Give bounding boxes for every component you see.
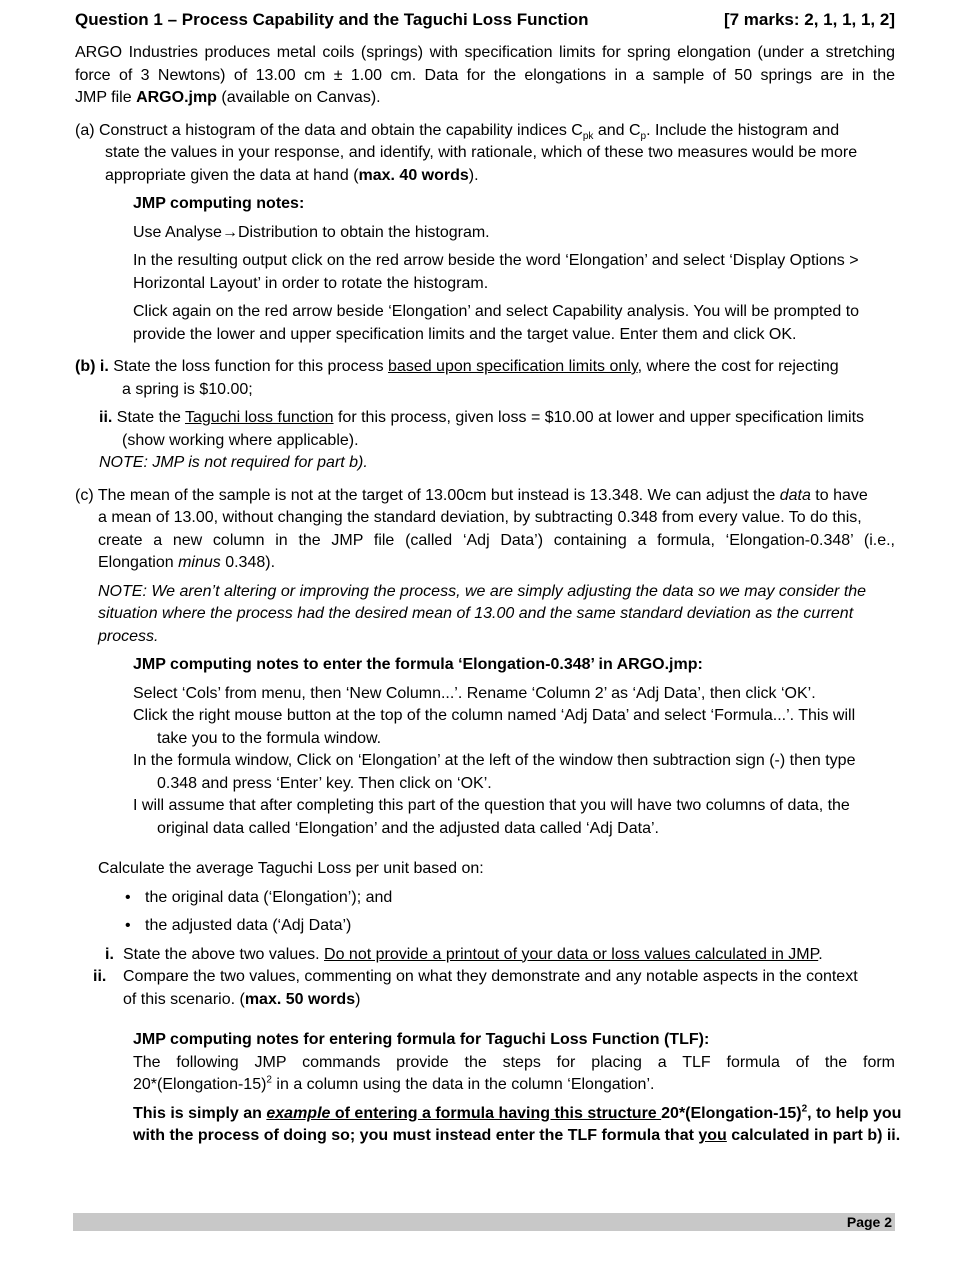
jmp-notes-heading: JMP computing notes: xyxy=(133,195,305,212)
question-header xyxy=(75,8,895,32)
part-a: (a) Construct a histogram of the data and obtain the capability indices $C_{pk}$ and $C_p$. Include the histogram and state the values in your response, and identify, with rationale, which of these two measures would be more appropriate given the data at hand (max. 40 words). JMP computing notes: Use Analyse→Distribution to obtain the histogram. In the resulting output click on the red arrow beside the word ‘Elongation’ and select ‘Display Options > Horizontal Layout’ in order to rotate the histogram. Click again on the red arrow beside ‘Elongation’ and select Capability analysis. You will be prompted to provide the lower and upper specification limits and the target value. Enter them and click OK. xyxy=(75,120,895,347)
question-title: Question 1 – Process Capability and the Taguchi Loss Function xyxy=(75,10,589,29)
question-marks: [7 marks: 2, 1, 1, 1, 2] xyxy=(723,10,895,29)
page-number: Page 2 xyxy=(846,1214,892,1230)
part-b-note: NOTE: JMP is not required for part b). xyxy=(99,454,368,471)
tlf-notes-heading: JMP computing notes for entering formula for Taguchi Loss Function (TLF): xyxy=(133,1031,710,1048)
footer-bar xyxy=(73,1213,895,1231)
document-page xyxy=(75,8,902,1148)
jmp-formula-notes-heading: JMP computing notes to enter the formula ‘Elongation-0.348’ in ARGO.jmp: xyxy=(133,656,703,673)
part-c: (c) The mean of the sample is not at the target of 13.00cm but instead is 13.348. We can adjust the data to have a mean of 13.00, without changing the standard deviation, by subtracting 0.348 from every value. To do this, create a new column in the JMP file (called ‘Adj Data’) containing a formula, ‘Elongation-0.348’ (i.e., Elongation minus 0.348). NOTE: We aren’t altering or improving the process, we are simply adjusting the data so we may consider the situation where the process had the desired mean of 13.00 and the same standard deviation as the current process. JMP computing notes to enter the formula ‘Elongation-0.348’ in ARGO.jmp: Select ‘Cols’ from menu, then ‘New Column...’. Rename ‘Column 2’ as ‘Adj Data’, then click ‘OK’. Click the right mouse button at the top of the column named ‘Adj Data’ and select ‘Formula...’. This will take you to the formula window. In the formula window, Click on ‘Elongation’ at the left of the window then subtraction sign (-) then type 0.348 and press ‘Enter’ key. Then click on ‘OK’. I will assume that after completing this part of the question that you will have two columns of data, the original data called ‘Elongation’ and the adjusted data called ‘Adj Data’. Calculate the average Taguchi Loss per unit based on: • the original data (‘Elongation’); and • the adjusted data (‘Adj Data’) i. State the above two values. Do not provide a printout of your data or loss values calculated in JMP. ii. Compare the two values, commenting on what they demonstrate and any notable aspects in the context of this scenario. (max. 50 words) JMP computing notes for entering formula for Taguchi Loss Function (TLF): The following JMP commands provide the steps for placing a TLF formula of the form 20*(Elongation-15)$^2$ in a column using the data in the column ‘Elongation’. This is simply an example of entering a formula having this structure 20*(Elongation-15)$^2$, to help you with the process of doing so; you must instead enter the TLF formula that you calculated in part b) ii. xyxy=(75,486,902,1144)
list-item: • the original data (‘Elongation’); and xyxy=(125,888,393,906)
list-item: • the adjusted data (‘Adj Data’) xyxy=(125,917,352,934)
part-b: (b) i. State the loss function for this process based upon specification limits only, where the cost for rejecting a spring is $10.00; ii. State the Taguchi loss function for this process, given loss = $10.00 at lower and upper specification limits (show working where applicable). NOTE: JMP is not required for part b). xyxy=(75,356,895,475)
filename: ARGO.jmp xyxy=(136,89,217,106)
intro-paragraph: ARGO Industries produces metal coils (springs) with specification limits for spring elongation (under a stretching force of 3 Newtons) of 13.00 cm ± 1.00 cm. Data for the elongations in a sample of 50 springs are in the JMP file ARGO.jmp (available on Canvas). xyxy=(75,44,895,106)
